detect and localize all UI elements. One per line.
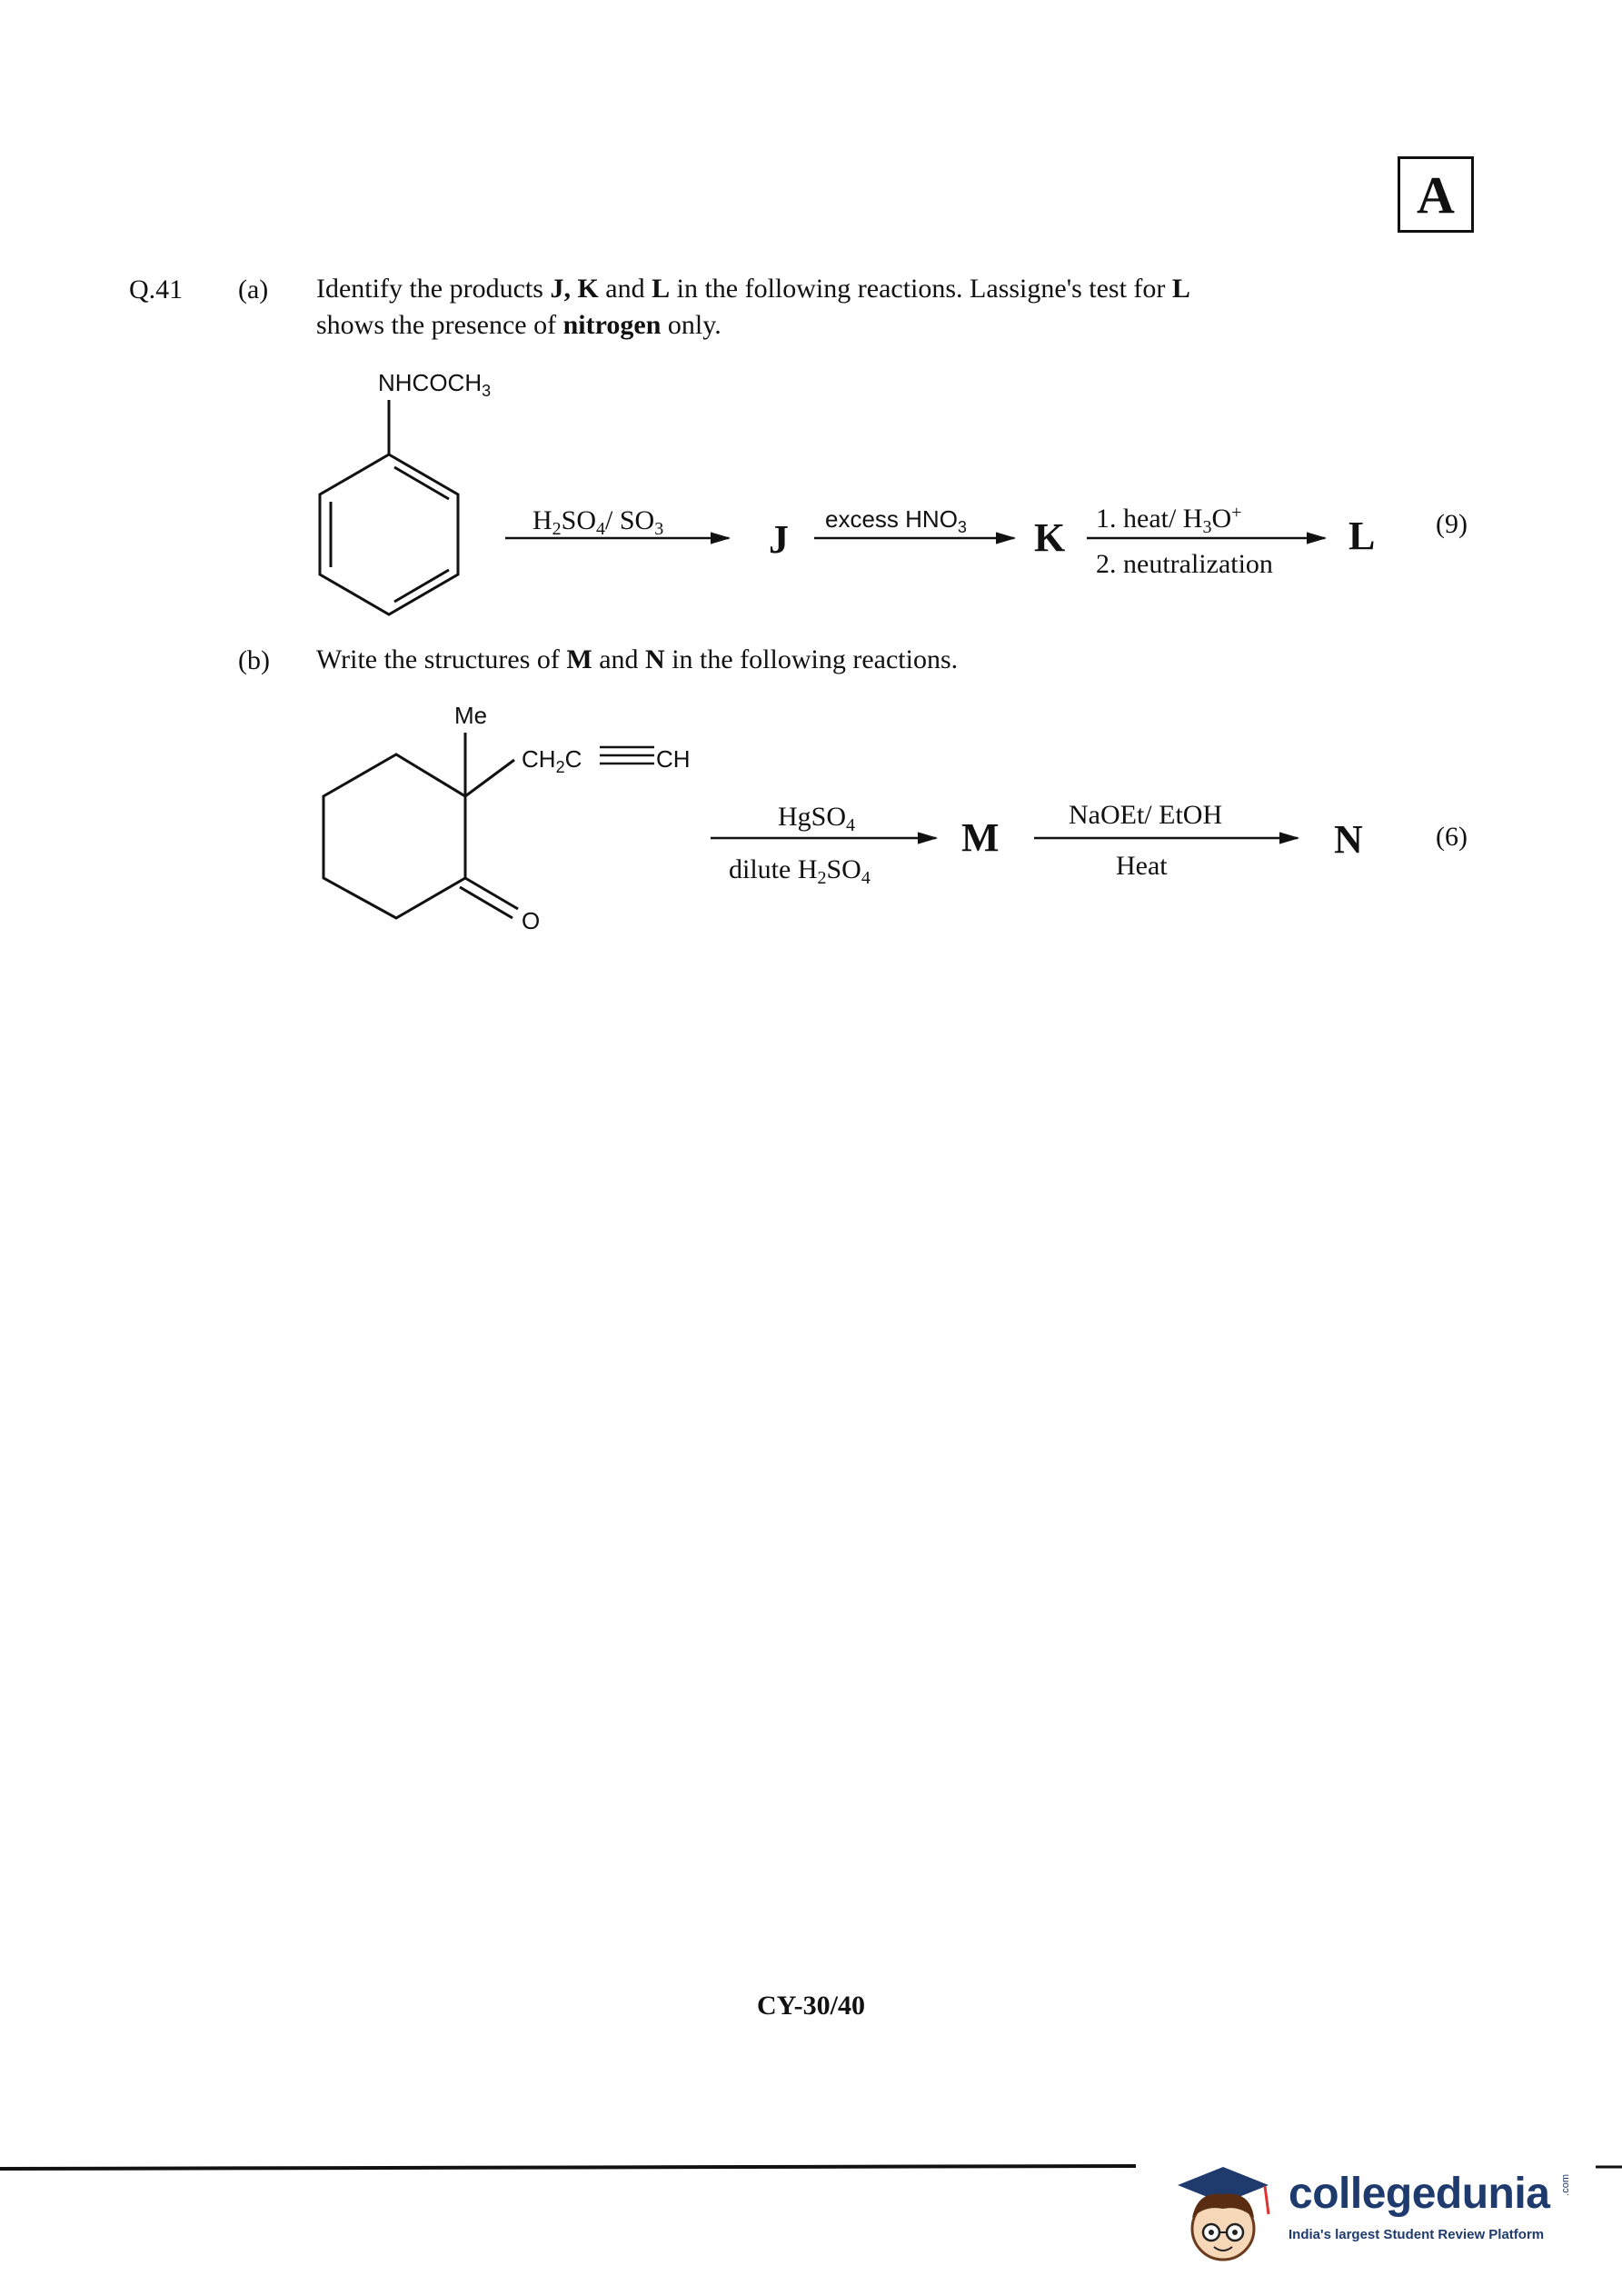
product-n: N [1334,817,1363,862]
part-b-label: (b) [238,645,270,675]
reagent-b1-top: HgSO$_4$ [778,802,856,835]
marks-b: (6) [1436,822,1468,852]
terminal-ch-label: CH [656,745,691,773]
watermark-tagline: India's largest Student Review Platform [1289,2227,1545,2242]
part-a-label: (a) [238,275,269,304]
side-chain-label: $CH_2C$ [522,745,582,776]
reagent-b2-bottom: Heat [1116,851,1168,881]
part-a-question-text: Identify the products J, K and L in the following reactions. Lassigne's test for L shows the presence of nitrogen only. [316,274,1190,340]
reagent-a2: excess $HNO_3$ [825,505,967,536]
substituent-label: $NHCOCH_3$ [378,369,492,400]
watermark-domain-suffix: .com [1560,2174,1571,2196]
cyclohexanone-structure [323,702,691,934]
reagent-a1: $H_2SO_4/$ $SO_3$ [532,505,664,539]
product-m: M [961,815,1000,860]
watermark-brand: collegedunia [1289,2170,1550,2218]
side-chain-bond [465,760,514,796]
reagent-a3-bottom: 2. neutralization [1096,549,1273,579]
collegedunia-mascot-icon [1178,2167,1269,2260]
reagent-b2-top: NaOEt/ EtOH [1069,800,1223,830]
marks-a: (9) [1436,509,1468,539]
product-l: L [1348,514,1376,558]
product-k: K [1034,515,1066,560]
carbonyl-oxygen-label: O [522,907,541,934]
reagent-b1-bottom: dilute $H_2SO_4$ [729,854,871,888]
bottom-rule [0,2166,1136,2169]
acetanilide-structure [320,369,491,614]
part-b-question-text: Write the structures of M and N in the following reactions. [316,644,959,674]
methyl-label: Me [454,702,488,729]
page-code: CY-30/40 [757,1991,865,2021]
set-label: A [1417,165,1455,225]
benzene-ring [320,454,458,614]
product-j: J [769,517,789,562]
question-number: Q.41 [129,275,184,304]
reagent-a3-top: 1. heat/ $H_3O^+$ [1096,503,1242,537]
cyclohexane-ring [323,754,465,918]
